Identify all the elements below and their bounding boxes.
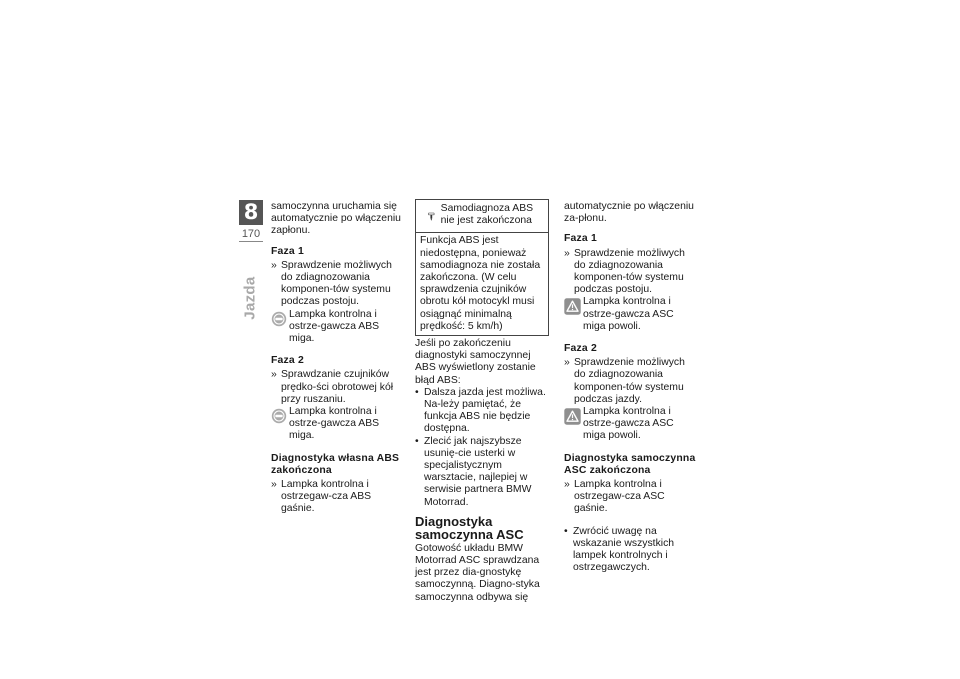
abs-warning-lamp-icon [271, 408, 287, 424]
fault-bullet: • Dalsza jazda jest możliwa. Na-leży pamiętać, że funkcja ABS nie będzie dostępna. [415, 387, 549, 436]
phase2-heading: Faza 2 [271, 355, 304, 367]
intro-continued-text: automatycznie po włączeniu za-płonu. [564, 201, 694, 225]
notice-box-text: Funkcja ABS jest niedostępna, ponieważ samodiagnoza nie została zakończona. (W celu sprawdzenia czujników obrotu kół motocykl musi osiągnąć minimalną prędkość: 5 km/h) [420, 235, 541, 332]
phase1-note [271, 309, 405, 346]
asc-phase1-step: » Sprawdzenie możliwych do zdiagnozowania komponen-tów systemu podczas postoju. [564, 248, 698, 297]
notice-box-title: Samodiagnoza ABS nie jest zakończona [440, 203, 534, 227]
abs-completed-step: » Lampka kontrolna i ostrzegaw-cza ABS gaśnie. [271, 479, 405, 516]
page-number: 170 [241, 228, 261, 240]
tool-icon [428, 209, 435, 225]
left-column [271, 201, 405, 516]
asc-phase1-note-text: Lampka kontrolna i ostrze-gawcza ASC miga powoli. [583, 296, 674, 332]
asc-phase1-heading: Faza 1 [564, 233, 597, 245]
right-column [564, 201, 698, 574]
asc-phase2-note-text: Lampka kontrolna i ostrze-gawcza ASC miga powoli. [583, 406, 674, 442]
asc-phase2-heading: Faza 2 [564, 343, 597, 355]
phase2-note [271, 406, 405, 443]
phase2-step: » Sprawdzanie czujników prędko-ści obrotowej kół przy ruszaniu. [271, 369, 405, 406]
asc-completed-step: » Lampka kontrolna i ostrzegaw-cza ASC gaśnie. [564, 479, 698, 516]
middle-column [415, 199, 549, 604]
notice-box [415, 199, 549, 336]
notice-box-header [416, 200, 548, 233]
fault-bullet: • Zlecić jak najszybsze usunię-cie usterki w specjalistycznym warsztacie, najlepiej w serwisie partnera BMW Motorrad. [415, 436, 549, 509]
phase1-heading: Faza 1 [271, 245, 304, 257]
asc-phase2-step: » Sprawdzenie możliwych do zdiagnozowania komponen-tów systemu podczas jazdy. [564, 357, 698, 406]
section-label-text: Jazda [241, 276, 259, 320]
asc-phase2-note [564, 406, 698, 443]
phase1-note-text: Lampka kontrolna i ostrze-gawcza ABS miga. [289, 308, 380, 345]
phase2-note-text: Lampka kontrolna i ostrze-gawcza ABS miga. [289, 406, 380, 442]
fault-intro-text: Jeśli po zakończeniu diagnostyki samoczynnej ABS wyświetlony zostanie błąd ABS: [415, 338, 536, 386]
chapter-number-tab: 8 [239, 200, 263, 225]
asc-completed-heading: Diagnostyka samoczynna ASC zakończona [564, 452, 696, 476]
intro-text: samoczynna uruchamia się automatycznie po włączeniu zapłonu. [271, 201, 401, 237]
phase1-step: » Sprawdzenie możliwych do zdiagnozowania komponen-tów systemu podczas postoju. [271, 260, 405, 309]
asc-bullet: • Zwrócić uwagę na wskazanie wszystkich lampek kontrolnych i ostrzegawczych. [564, 526, 698, 575]
abs-completed-heading: Diagnostyka własna ABS zakończona [271, 452, 400, 476]
asc-warning-triangle-icon [564, 298, 581, 315]
asc-section-heading: Diagnostyka samoczynna ASC [415, 513, 524, 542]
notice-box-body [416, 233, 548, 335]
asc-intro-text: Gotowość układu BMW Motorrad ASC sprawdzana jest przez dia-gnostykę samoczynną. Diagno-styka samoczynna odbywa się [415, 542, 540, 603]
asc-phase1-note [564, 296, 698, 333]
abs-warning-lamp-icon [271, 311, 287, 327]
asc-warning-triangle-icon [564, 408, 581, 425]
chapter-divider [239, 241, 263, 242]
